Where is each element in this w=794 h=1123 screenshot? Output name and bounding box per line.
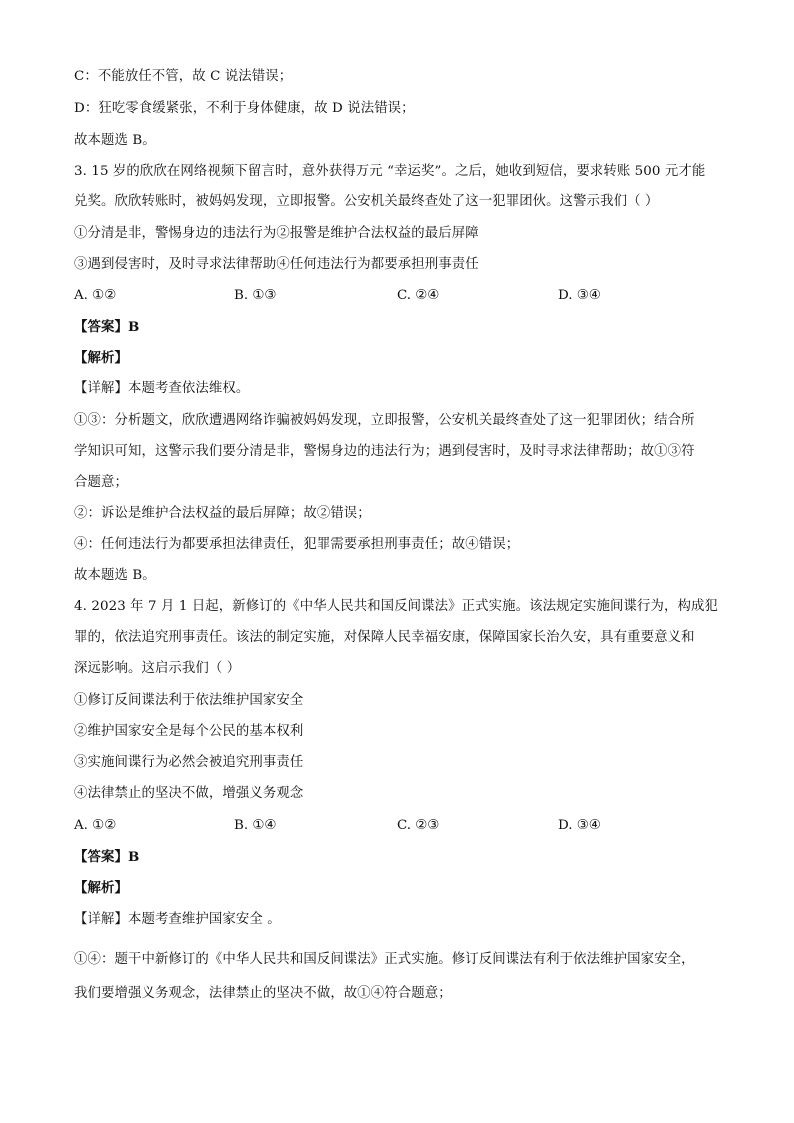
- q3-detail-line-4: 合题意；: [74, 475, 128, 490]
- q4-statement-2: ②维护国家安全是每个公民的基本权利: [74, 724, 304, 739]
- q4-detail-line-1: 【详解】本题考查维护国家安全 。: [74, 912, 281, 927]
- q3-detail-line-3: 学知识可知，这警示我们要分清是非，警惕身边的违法行为；遇到侵害时，及时寻求法律帮助；故①③符: [74, 444, 695, 459]
- q4-stem-line-1: 4. 2023 年 7 月 1 日起，新修订的《中华人民共和国反间谍法》正式实施。该法规定实施间谍行为，构成犯: [74, 599, 718, 614]
- q3-answer: 【答案】B: [74, 319, 140, 335]
- q4-detail-line-2: ①④：题干中新修订的《中华人民共和国反间谍法》正式实施。修订反间谍法有利于依法维护国家安全，: [74, 952, 695, 967]
- q3-conclusion: 故本题选 B。: [74, 568, 156, 583]
- q3-detail-line-2: ①③：分析题文，欣欣遭遇网络诈骗被妈妈发现，立即报警，公安机关最终查处了这一犯罪团伙；结合所: [74, 413, 695, 428]
- q4-option-d: D. ③④: [558, 818, 601, 833]
- q4-detail-line-3: 我们要增强义务观念，法律禁止的坚决不做，故①④符合题意；: [74, 986, 452, 1001]
- q3-detail-line-6: ④：任何违法行为都要承担法律责任，犯罪需要承担刑事责任；故④错误；: [74, 537, 520, 552]
- q3-statement-2: ③遇到侵害时，及时寻求法律帮助④任何违法行为都要承担刑事责任: [74, 257, 479, 272]
- q4-stem-line-3: 深远影响。这启示我们（ ）: [74, 661, 241, 676]
- q2-explanation-d: D：狂吃零食缓紧张，不利于身体健康，故 D 说法错误；: [74, 101, 415, 116]
- q3-statement-1: ①分清是非，警惕身边的违法行为②报警是维护合法权益的最后屏障: [74, 226, 479, 241]
- q4-stem-line-2: 罪的，依法追究刑事责任。该法的制定实施，对保障人民幸福安康，保障国家长治久安，具有重要意义和: [74, 630, 695, 645]
- q3-option-a: A. ①②: [74, 288, 117, 303]
- q4-statement-3: ③实施间谍行为必然会被追究刑事责任: [74, 755, 304, 770]
- q3-detail-line-1: 【详解】本题考查依法维权。: [74, 381, 250, 396]
- q2-conclusion: 故本题选 B。: [74, 133, 156, 148]
- q4-statement-1: ①修订反间谍法利于依法维护国家安全: [74, 693, 304, 708]
- q3-option-c: C. ②④: [397, 288, 440, 303]
- q3-stem-line-2: 兑奖。欣欣转账时，被妈妈发现，立即报警。公安机关最终查处了这一犯罪团伙。这警示我们（ ）: [74, 194, 659, 209]
- q4-statement-4: ④法律禁止的坚决不做，增强义务观念: [74, 786, 304, 801]
- q3-option-d: D. ③④: [558, 288, 601, 303]
- q4-answer: 【答案】B: [74, 849, 140, 865]
- q3-analysis-label: 【解析】: [74, 350, 128, 366]
- q4-option-b: B. ①④: [234, 818, 277, 833]
- q4-option-c: C. ②③: [397, 818, 440, 833]
- q3-option-b: B. ①③: [234, 288, 277, 303]
- q4-option-a: A. ①②: [74, 818, 117, 833]
- q3-options: [74, 287, 724, 305]
- q4-analysis-label: 【解析】: [74, 880, 128, 896]
- q3-stem-line-1: 3. 15 岁的欣欣在网络视频下留言时，意外获得万元 “幸运奖”。之后，她收到短信，要求转账 500 元才能: [74, 164, 706, 179]
- q4-options: [74, 817, 724, 835]
- q2-explanation-c: C：不能放任不管，故 C 说法错误；: [74, 69, 293, 84]
- q3-detail-line-5: ②：诉讼是维护合法权益的最后屏障；故②错误；: [74, 506, 371, 521]
